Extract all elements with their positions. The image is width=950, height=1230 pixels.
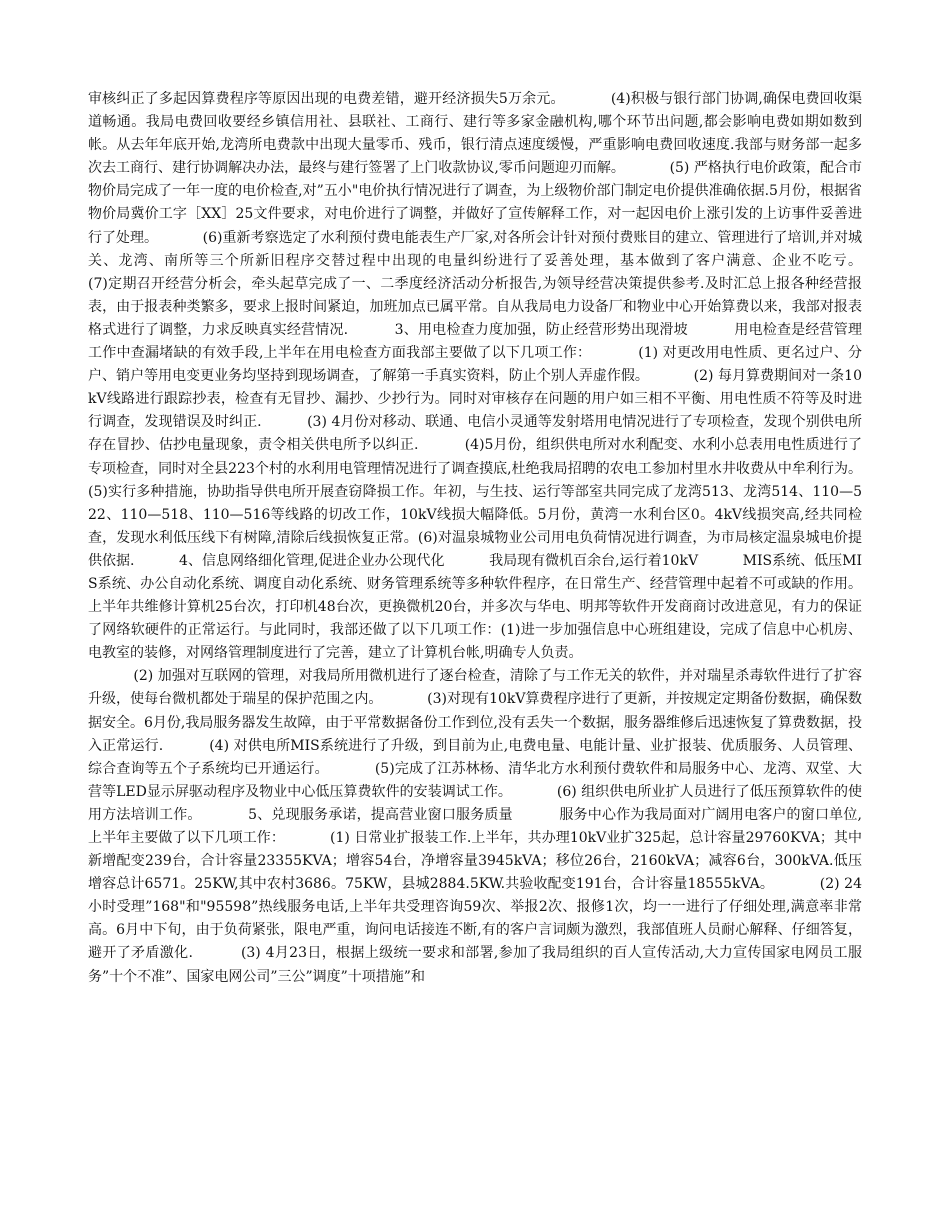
body-paragraph-1: 审核纠正了多起因算费程序等原因出现的电费差错，避开经济损失5万余元。 (4)积极与银行部门协调,确保电费回收渠道畅通。我局电费回收要经乡镇信用社、县联社、工商行、建行等多家金融机构,哪个环节出问题,都会影响电费如期如数到帐。从去年年底开始,龙湾所电费款中出现大量零币、残币，银行清点速度缓慢，严重影响电费回收速度.我部与财务部一起多次去工商行、建行协调解决办法，最终与建行签署了上门收款协议,零币问题迎刃而解。 (5) 严格执行电价政策，配合市物价局完成了一年一度的电价检查,对”五小"电价执行情况进行了调查，为上级物价部门制定电价提供准确依据.5月份，根据省物价局冀价工字［XX］25文件要求，对电价进行了调整，并做好了宣传解释工作，对一起因电价上涨引发的上访事件妥善进行了处理。 (6)重新考察选定了水利预付费电能表生产厂家,对各所会计针对预付费账目的建立、管理进行了培训,并对城关、龙湾、南所等三个所新旧程序交替过程中出现的电量纠纷进行了妥善处理，基本做到了客户满意、企业不吃亏。 (7)定期召开经营分析会，牵头起草完成了一、二季度经济活动分析报告,为领导经营决策提供参考.及时汇总上报各种经营报表，由于报表种类繁多，要求上报时间紧迫，加班加点已属平常。自从我局电力设备厂和物业中心开始算费以来，我部对报表格式进行了调整，力求反映真实经营情况. 3、用电检查力度加强，防止经营形势出现滑坡 用电检查是经营管理工作中查漏堵缺的有效手段,上半年在用电检查方面我部主要做了以下几项工作： (1) 对更改用电性质、更名过户、分户、销户等用电变更业务均坚持到现场调查，了解第一手真实资料，防止个别人弄虚作假。 (2) 每月算费期间对一条10kV线路进行跟踪抄表，检查有无冒抄、漏抄、少抄行为。同时对审核存在问题的用户如三相不平衡、用电性质不符等及时进行调查，发现错误及时纠正. (3) 4月份对移动、联通、电信小灵通等发射塔用电情况进行了专项检查，发现个别供电所存在冒抄、估抄电量现象，责令相关供电所予以纠正. (4)5月份，组织供电所对水利配变、水利小总表用电性质进行了专项检查，同时对全县223个村的水利用电管理情况进行了调查摸底,杜绝我局招聘的农电工参加村里水井收费从中牟利行为。 (5)实行多种措施，协助指导供电所开展查窃降损工作。年初，与生技、运行等部室共同完成了龙湾513、龙湾514、110—522、110—518、110—516等线路的切改工作，10kV线损大幅降低。5月份，黄湾一水利台区0。4kV线损突高,经共同检查，发现水利低压线下有树障,清除后线损恢复正常。(6)对温泉城物业公司用电负荷情况进行调查，为市局核定温泉城电价提供依据. 4、信息网络细化管理,促进企业办公现代化 我局现有微机百余台,运行着10kV MIS系统、低压MIS系统、办公自动化系统、调度自动化系统、财务管理系统等多种软件程序，在日常生产、经营管理中起着不可或缺的作用。上半年共维修计算机25台次，打印机48台次，更换微机20台，并多次与华电、明邦等软件开发商商讨改进意见，有力的保证了网络软硬件的正常运行。与此同时，我部还做了以下几项工作：(1)进一步加强信息中心班组建设，完成了信息中心机房、电教室的装修，对网络管理制度进行了完善，建立了计算机台帐,明确专人负责。 <box>88 91 907 662</box>
body-paragraph-2: (2) 加强对互联网的管理，对我局所用微机进行了逐台检查，清除了与工作无关的软件，并对瑞星杀毒软件进行了扩容升级，使每台微机都处于瑞星的保护范围之内。 (3)对现有10kV算费程序进行了更新，并按规定定期备份数据，确保数据安全。6月份,我局服务器发生故障，由于平常数据备份工作到位,没有丢失一个数据，服务器维修后迅速恢复了算费数据，投入正常运行. (4) 对供电所MIS系统进行了升级，到目前为止,电费电量、电能计量、业扩报装、优质服务、人员管理、综合查询等五个子系统均已开通运行。 (5)完成了江苏林杨、清华北方水利预付费软件和局服务中心、龙湾、双堂、大营等LED显示屏驱动程序及物业中心低压算费软件的安装调试工作。 (6) 组织供电所业扩人员进行了低压预算软件的使用方法培训工作。 5、兑现服务承诺，提高营业窗口服务质量 服务中心作为我局面对广阔用电客户的窗口单位,上半年主要做了以下几项工作： (1) 日常业扩报装工作.上半年，共办理10kV业扩325起，总计容量29760KVA；其中新增配变239台，合计容量23355KVA；增容54台，净增容量3945kVA；移位26台，2160kVA；减容6台，300kVA.低压增容总计6571。25KW,其中农村3686。75KW，县城2884.5KW.共验收配变191台，合计容量18555kVA。 (2) 24小时受理”168"和"95598”热线服务电话,上半年共受理咨询59次、举报2次、报修1次，均一一进行了仔细处理,满意率非常高。6月中下旬，由于负荷紧张，限电严重，询问电话接连不断,有的客户言词颇为激烈，我部值班人员耐心解释、仔细答复，避开了矛盾激化. (3) 4月23日，根据上级统一要求和部署,参加了我局组织的百人宣传活动,大力宣传国家电网员工服务”十个不准”、国家电网公司”三公”调度”十项措施”和 <box>88 668 862 985</box>
document-page <box>88 88 907 989</box>
